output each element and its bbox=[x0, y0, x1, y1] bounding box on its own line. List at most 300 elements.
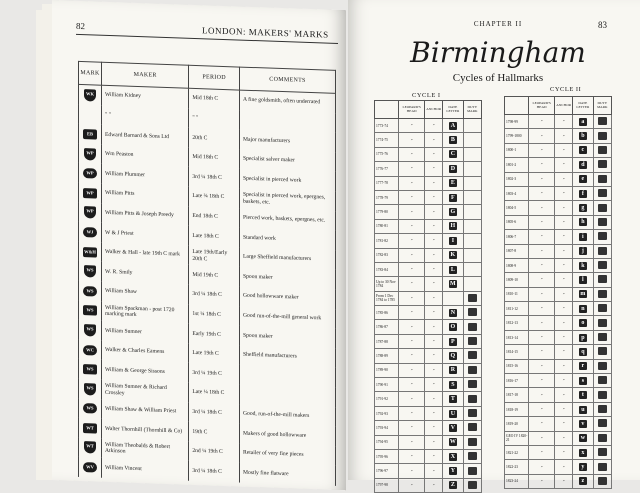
ditto-cell bbox=[555, 244, 573, 258]
cycle-row bbox=[505, 417, 612, 431]
maker-cell: William Sumner & Richard Crossley bbox=[102, 380, 189, 403]
chapter-label: CHAPTER II bbox=[473, 20, 523, 28]
date-letter-cell bbox=[573, 186, 594, 200]
cycle-row bbox=[505, 244, 612, 258]
ditto-cell bbox=[425, 406, 443, 420]
duty-mark-icon bbox=[598, 434, 607, 442]
duty-cell bbox=[463, 176, 481, 190]
year-cell: 1807-8 bbox=[505, 244, 529, 258]
ditto-mark: ” bbox=[410, 339, 413, 345]
ditto-cell bbox=[555, 287, 573, 301]
ditto-mark: ” bbox=[562, 191, 565, 197]
date-letter-cell bbox=[573, 287, 594, 301]
cycle-row bbox=[505, 129, 612, 143]
year-cell: 1821-22 bbox=[505, 445, 529, 459]
ditto-cell bbox=[529, 172, 555, 186]
duty-cell bbox=[593, 143, 611, 157]
year-cell: 1774-75 bbox=[375, 133, 399, 147]
duty-cell bbox=[463, 133, 481, 147]
ditto-cell bbox=[555, 215, 573, 229]
cycle-row bbox=[375, 378, 482, 392]
date-letter-cell bbox=[443, 162, 464, 176]
year-cell: 1775-76 bbox=[375, 147, 399, 161]
period-cell: 3rd ¼ 18th C bbox=[189, 461, 240, 482]
comments-cell: Good run-of-the-mill general work bbox=[239, 306, 335, 329]
comments-cell: Specialist salver maker bbox=[239, 149, 335, 172]
ditto-cell bbox=[399, 449, 425, 463]
ditto-mark: ” bbox=[410, 367, 413, 373]
makers-mark-stamp: WP bbox=[84, 148, 96, 160]
ditto-mark: ” bbox=[540, 464, 543, 470]
date-letter-stamp: L bbox=[450, 266, 455, 273]
ditto-mark: ” bbox=[540, 263, 543, 269]
period-cell: Mid 18th C bbox=[189, 88, 240, 110]
makers-mark-stamp: WS bbox=[83, 364, 97, 374]
ditto-mark: ” bbox=[562, 147, 565, 153]
comments-cell: Good, run-of-the-mill makers bbox=[239, 404, 335, 427]
ditto-cell bbox=[425, 119, 443, 133]
ditto-cell bbox=[399, 334, 425, 348]
ditto-cell bbox=[425, 147, 443, 161]
date-letter-stamp: S bbox=[449, 381, 457, 389]
ditto-mark: ” bbox=[540, 392, 543, 398]
ditto-mark: ” bbox=[432, 482, 435, 488]
year-cell: 1783-84 bbox=[375, 262, 399, 276]
comments-cell: Standard work bbox=[239, 228, 335, 251]
cycle-row bbox=[505, 143, 612, 157]
ditto-mark: ” bbox=[562, 392, 565, 398]
duty-cell bbox=[593, 359, 611, 373]
right-page bbox=[348, 0, 640, 489]
ditto-mark: ” bbox=[410, 252, 413, 258]
year-cell: 1814-15 bbox=[505, 345, 529, 359]
date-letter-stamp: E bbox=[450, 180, 455, 187]
ditto-cell bbox=[529, 129, 555, 143]
makers-mark-stamp: WV bbox=[83, 462, 97, 472]
date-letter-stamp: w bbox=[580, 435, 586, 442]
ditto-mark: ” bbox=[562, 378, 565, 384]
ditto-mark: ” bbox=[410, 482, 413, 488]
date-letter-cell bbox=[573, 316, 594, 330]
open-book bbox=[30, 0, 640, 489]
date-letter-cell bbox=[573, 460, 594, 474]
page-number: 82 bbox=[76, 20, 85, 32]
ditto-mark: ” bbox=[432, 367, 435, 373]
column-header: MAKER bbox=[102, 62, 189, 88]
date-letter-stamp: F bbox=[449, 194, 457, 202]
ditto-mark: ” bbox=[410, 151, 413, 157]
cycle-header-row bbox=[505, 97, 612, 115]
period-cell: 1st ¼ 18th C bbox=[189, 304, 240, 325]
date-letter-stamp: n bbox=[579, 305, 587, 313]
period-cell: 20th C bbox=[189, 128, 240, 149]
ditto-cell bbox=[425, 133, 443, 147]
ditto-cell bbox=[555, 129, 573, 143]
date-letter-stamp: B bbox=[450, 137, 455, 144]
ditto-mark: ” bbox=[540, 450, 543, 456]
year-cell: 1810-11 bbox=[505, 287, 529, 301]
ditto-cell bbox=[529, 445, 555, 459]
duty-cell bbox=[593, 388, 611, 402]
maker-cell: William Vincent bbox=[102, 458, 189, 481]
year-cell: 1787-88 bbox=[375, 334, 399, 348]
ditto-mark: ” bbox=[540, 119, 543, 125]
year-cell: 1795-96 bbox=[375, 449, 399, 463]
ditto-cell bbox=[425, 421, 443, 435]
makers-mark-stamp: WT bbox=[83, 423, 97, 433]
date-letter-stamp: T bbox=[450, 396, 455, 403]
ditto-mark: ” bbox=[432, 339, 435, 345]
duty-mark-icon bbox=[468, 452, 477, 460]
date-letter-cell bbox=[573, 302, 594, 316]
duty-mark-icon bbox=[598, 391, 607, 399]
mark-cell bbox=[79, 84, 102, 105]
ditto-cell bbox=[399, 464, 425, 478]
date-letter-stamp: b bbox=[579, 132, 587, 140]
duty-cell bbox=[463, 449, 481, 463]
date-letter-stamp: X bbox=[450, 453, 456, 460]
ditto-cell bbox=[399, 248, 425, 262]
date-letter-cell bbox=[573, 258, 594, 272]
comments-cell: Makers of good hollowware bbox=[239, 424, 335, 447]
duty-mark-icon bbox=[598, 405, 607, 413]
date-letter-cell bbox=[443, 291, 464, 305]
ditto-cell bbox=[425, 378, 443, 392]
ditto-cell bbox=[425, 262, 443, 276]
ditto-mark: ” bbox=[540, 147, 543, 153]
duty-mark-icon bbox=[598, 117, 607, 125]
date-letter-cell bbox=[573, 215, 594, 229]
year-cell: GEO IV 1820-21 bbox=[505, 431, 529, 445]
mark-cell bbox=[79, 144, 102, 164]
ditto-mark: ” bbox=[562, 363, 565, 369]
ditto-mark: ” bbox=[540, 219, 543, 225]
ditto-cell bbox=[425, 248, 443, 262]
ditto-cell bbox=[529, 258, 555, 272]
makers-mark-stamp: WS bbox=[84, 265, 96, 277]
ditto-cell bbox=[555, 143, 573, 157]
duty-cell bbox=[463, 349, 481, 363]
ditto-mark: ” bbox=[540, 320, 543, 326]
cycle-row bbox=[505, 460, 612, 474]
ditto-cell bbox=[529, 302, 555, 316]
cycle-1-body bbox=[375, 119, 482, 493]
duty-cell bbox=[463, 162, 481, 176]
date-letter-cell bbox=[443, 320, 464, 334]
year-cell: 1819-20 bbox=[505, 417, 529, 431]
ditto-cell bbox=[529, 287, 555, 301]
ditto-cell bbox=[529, 143, 555, 157]
date-letter-cell bbox=[443, 464, 464, 478]
duty-cell bbox=[463, 277, 481, 291]
date-letter-cell bbox=[443, 205, 464, 219]
year-cell: 1780-81 bbox=[375, 219, 399, 233]
ditto-mark: ” bbox=[432, 439, 435, 445]
page-number: 83 bbox=[598, 20, 607, 30]
year-cell: 1817-18 bbox=[505, 388, 529, 402]
cycle-row bbox=[375, 277, 482, 291]
duty-mark-icon bbox=[598, 146, 607, 154]
duty-cell bbox=[463, 435, 481, 449]
date-letter-cell bbox=[573, 345, 594, 359]
year-cell: 1811-12 bbox=[505, 302, 529, 316]
date-letter-stamp: r bbox=[579, 362, 587, 370]
date-letter-cell bbox=[443, 190, 464, 204]
ditto-mark: ” bbox=[562, 291, 565, 297]
ditto-mark: ” bbox=[410, 411, 413, 416]
cycle-row bbox=[375, 320, 482, 334]
date-letter-stamp: R bbox=[450, 367, 456, 374]
cycle-row bbox=[505, 215, 612, 229]
year-cell: 1815-16 bbox=[505, 359, 529, 373]
mark-cell bbox=[79, 418, 102, 438]
duty-mark-icon bbox=[468, 467, 477, 475]
date-letter-stamp: H bbox=[450, 223, 456, 230]
duty-mark-icon bbox=[598, 419, 607, 427]
ditto-mark: ” bbox=[432, 411, 435, 416]
ditto-cell bbox=[399, 277, 425, 291]
date-letter-cell bbox=[573, 172, 594, 186]
duty-cell bbox=[463, 378, 481, 392]
ditto-cell bbox=[399, 435, 425, 449]
ditto-cell bbox=[399, 234, 425, 248]
ditto-cell bbox=[555, 115, 573, 129]
duty-mark-icon bbox=[598, 175, 607, 183]
date-letter-cell bbox=[573, 201, 594, 215]
year-cell: 1798-99 bbox=[505, 115, 529, 129]
cycle-row bbox=[375, 205, 482, 219]
ditto-mark: ” bbox=[432, 209, 435, 215]
date-letter-cell bbox=[443, 334, 464, 348]
duty-cell bbox=[463, 320, 481, 334]
maker-cell: Edward Barnard & Sons Ltd bbox=[102, 125, 189, 148]
mark-cell bbox=[79, 242, 102, 262]
ditto-cell bbox=[529, 158, 555, 172]
mark-cell bbox=[79, 340, 102, 360]
date-letter-cell bbox=[573, 374, 594, 388]
date-letter-cell bbox=[573, 474, 594, 488]
mark-cell bbox=[79, 300, 102, 320]
ditto-cell bbox=[529, 273, 555, 287]
ditto-cell bbox=[529, 115, 555, 129]
cycle-row bbox=[375, 334, 482, 348]
duty-cell bbox=[593, 330, 611, 344]
year-cell: 1788-89 bbox=[375, 349, 399, 363]
ditto-cell bbox=[425, 478, 443, 492]
cycle-row bbox=[505, 345, 612, 359]
ditto-cell bbox=[399, 291, 425, 305]
year-cell: 1793-94 bbox=[375, 421, 399, 435]
date-letter-stamp: u bbox=[579, 406, 587, 414]
date-letter-stamp: f bbox=[579, 190, 587, 198]
ditto-mark: ” bbox=[410, 123, 413, 129]
date-letter-stamp: I bbox=[449, 237, 457, 245]
ditto-cell bbox=[529, 388, 555, 402]
date-letter-cell bbox=[573, 115, 594, 129]
cycle-row bbox=[375, 363, 482, 377]
date-letter-stamp: c bbox=[579, 146, 587, 154]
duty-cell bbox=[593, 172, 611, 186]
ditto-cell bbox=[425, 219, 443, 233]
ditto-cell bbox=[529, 186, 555, 200]
mark-cell bbox=[79, 320, 102, 340]
duty-cell bbox=[593, 345, 611, 359]
column-header: DATE LETTER bbox=[443, 101, 464, 119]
ditto-cell bbox=[555, 402, 573, 416]
cycle-row bbox=[375, 291, 482, 305]
duty-cell bbox=[593, 445, 611, 459]
column-header: ANCHOR bbox=[555, 97, 573, 115]
cycle-2-body bbox=[505, 115, 612, 489]
ditto-cell bbox=[425, 162, 443, 176]
date-letter-cell bbox=[443, 248, 464, 262]
ditto-cell bbox=[425, 277, 443, 291]
ditto-mark: ” bbox=[540, 291, 543, 297]
ditto-mark: ” bbox=[432, 310, 435, 316]
ditto-cell bbox=[399, 320, 425, 334]
ditto-cell bbox=[399, 306, 425, 320]
cycle-row bbox=[505, 402, 612, 416]
duty-mark-icon bbox=[598, 132, 607, 140]
ditto-mark: ” bbox=[540, 133, 543, 139]
date-letter-cell bbox=[573, 230, 594, 244]
ditto-cell bbox=[529, 460, 555, 474]
ditto-cell bbox=[529, 316, 555, 330]
date-letter-cell bbox=[573, 388, 594, 402]
duty-cell bbox=[463, 363, 481, 377]
ditto-cell bbox=[399, 133, 425, 147]
date-letter-cell bbox=[443, 219, 464, 233]
year-cell: From 1 Dec 1784 to 1785 bbox=[375, 291, 399, 305]
mark-cell bbox=[79, 359, 102, 379]
duty-mark-icon bbox=[468, 366, 477, 374]
duty-mark-icon bbox=[598, 347, 607, 355]
date-letter-cell bbox=[573, 244, 594, 258]
ditto-mark: ” bbox=[410, 267, 413, 273]
ditto-cell bbox=[425, 190, 443, 204]
date-letter-stamp: h bbox=[579, 218, 587, 226]
ditto-cell bbox=[399, 205, 425, 219]
year-cell: 1803-4 bbox=[505, 186, 529, 200]
duty-mark-icon bbox=[598, 319, 607, 327]
ditto-mark: ” bbox=[540, 349, 543, 355]
ditto-cell bbox=[529, 215, 555, 229]
duty-cell bbox=[463, 248, 481, 262]
ditto-mark: ” bbox=[432, 137, 435, 143]
duty-cell bbox=[593, 273, 611, 287]
ditto-mark: ” bbox=[562, 119, 565, 125]
ditto-cell bbox=[529, 402, 555, 416]
duty-cell bbox=[593, 186, 611, 200]
year-cell: 1812-13 bbox=[505, 316, 529, 330]
ditto-cell bbox=[555, 417, 573, 431]
date-letter-stamp: s bbox=[579, 377, 587, 385]
date-letter-stamp: G bbox=[450, 209, 456, 216]
year-cell: 1778-79 bbox=[375, 190, 399, 204]
maker-cell: Walter Thornhill (Thornhill & Co) bbox=[102, 419, 189, 442]
ditto-mark: ” bbox=[410, 180, 413, 186]
cycle-row bbox=[505, 316, 612, 330]
date-letter-stamp: K bbox=[450, 252, 456, 259]
makers-table-body bbox=[79, 84, 336, 485]
column-header-year bbox=[505, 97, 529, 115]
period-cell: 3rd ¼ 18th C bbox=[189, 402, 240, 423]
date-letter-cell bbox=[443, 421, 464, 435]
cycle-row bbox=[375, 234, 482, 248]
ditto-mark: ” bbox=[562, 133, 565, 139]
year-cell: 1786-87 bbox=[375, 320, 399, 334]
makers-mark-stamp: WT bbox=[84, 442, 96, 454]
ditto-cell bbox=[555, 172, 573, 186]
ditto-mark: ” bbox=[562, 277, 565, 283]
year-cell: 1776-77 bbox=[375, 162, 399, 176]
duty-cell bbox=[593, 129, 611, 143]
ditto-mark: ” bbox=[540, 162, 543, 168]
date-letter-cell bbox=[443, 234, 464, 248]
duty-mark-icon bbox=[468, 395, 477, 403]
date-letter-stamp: D bbox=[450, 165, 456, 172]
mark-cell bbox=[79, 261, 102, 281]
ditto-cell bbox=[399, 421, 425, 435]
duty-cell bbox=[593, 302, 611, 316]
year-cell: 1797-98 bbox=[375, 478, 399, 492]
ditto-mark: ” bbox=[410, 281, 413, 287]
ditto-cell bbox=[529, 359, 555, 373]
ditto-cell bbox=[399, 147, 425, 161]
ditto-cell bbox=[555, 258, 573, 272]
duty-cell bbox=[463, 219, 481, 233]
duty-mark-icon bbox=[468, 423, 477, 431]
ditto-mark: ” bbox=[540, 335, 543, 341]
year-cell: 1781-82 bbox=[375, 234, 399, 248]
cycle-row bbox=[375, 449, 482, 463]
duty-cell bbox=[463, 334, 481, 348]
ditto-cell bbox=[555, 316, 573, 330]
duty-mark-icon bbox=[598, 448, 607, 456]
maker-cell: Walker & Hall - late 19th C mark bbox=[102, 242, 189, 265]
date-letter-cell bbox=[443, 363, 464, 377]
ditto-mark: ” bbox=[540, 378, 543, 384]
cycle-row bbox=[375, 478, 482, 492]
ditto-mark: ” bbox=[410, 137, 413, 143]
ditto-mark: ” bbox=[540, 176, 543, 182]
cycle-row bbox=[375, 464, 482, 478]
duty-mark-icon bbox=[598, 261, 607, 269]
ditto-mark: ” bbox=[562, 234, 565, 240]
year-cell: 1794-95 bbox=[375, 435, 399, 449]
ditto-cell bbox=[529, 345, 555, 359]
date-letter-cell bbox=[443, 119, 464, 133]
maker-cell: William Kidney bbox=[102, 85, 189, 108]
cycle-row bbox=[375, 421, 482, 435]
column-header: PERIOD bbox=[189, 65, 240, 90]
cycle-row bbox=[505, 115, 612, 129]
ditto-cell bbox=[555, 230, 573, 244]
ditto-mark: ” bbox=[410, 195, 413, 201]
date-letter-stamp: W bbox=[449, 439, 456, 446]
cycle-row bbox=[375, 435, 482, 449]
makers-mark-stamp: WC bbox=[83, 345, 97, 355]
ditto-cell bbox=[555, 186, 573, 200]
duty-mark-icon bbox=[468, 409, 477, 417]
ditto-mark: ” bbox=[432, 295, 435, 301]
makers-mark-stamp: EB bbox=[83, 129, 97, 139]
year-cell: 1808-9 bbox=[505, 258, 529, 272]
ditto-mark: ” bbox=[562, 320, 565, 326]
comments-cell: Specialist in pierced work, epergnes, baskets, etc. bbox=[239, 189, 335, 212]
ditto-cell bbox=[399, 176, 425, 190]
ditto-cell bbox=[529, 244, 555, 258]
